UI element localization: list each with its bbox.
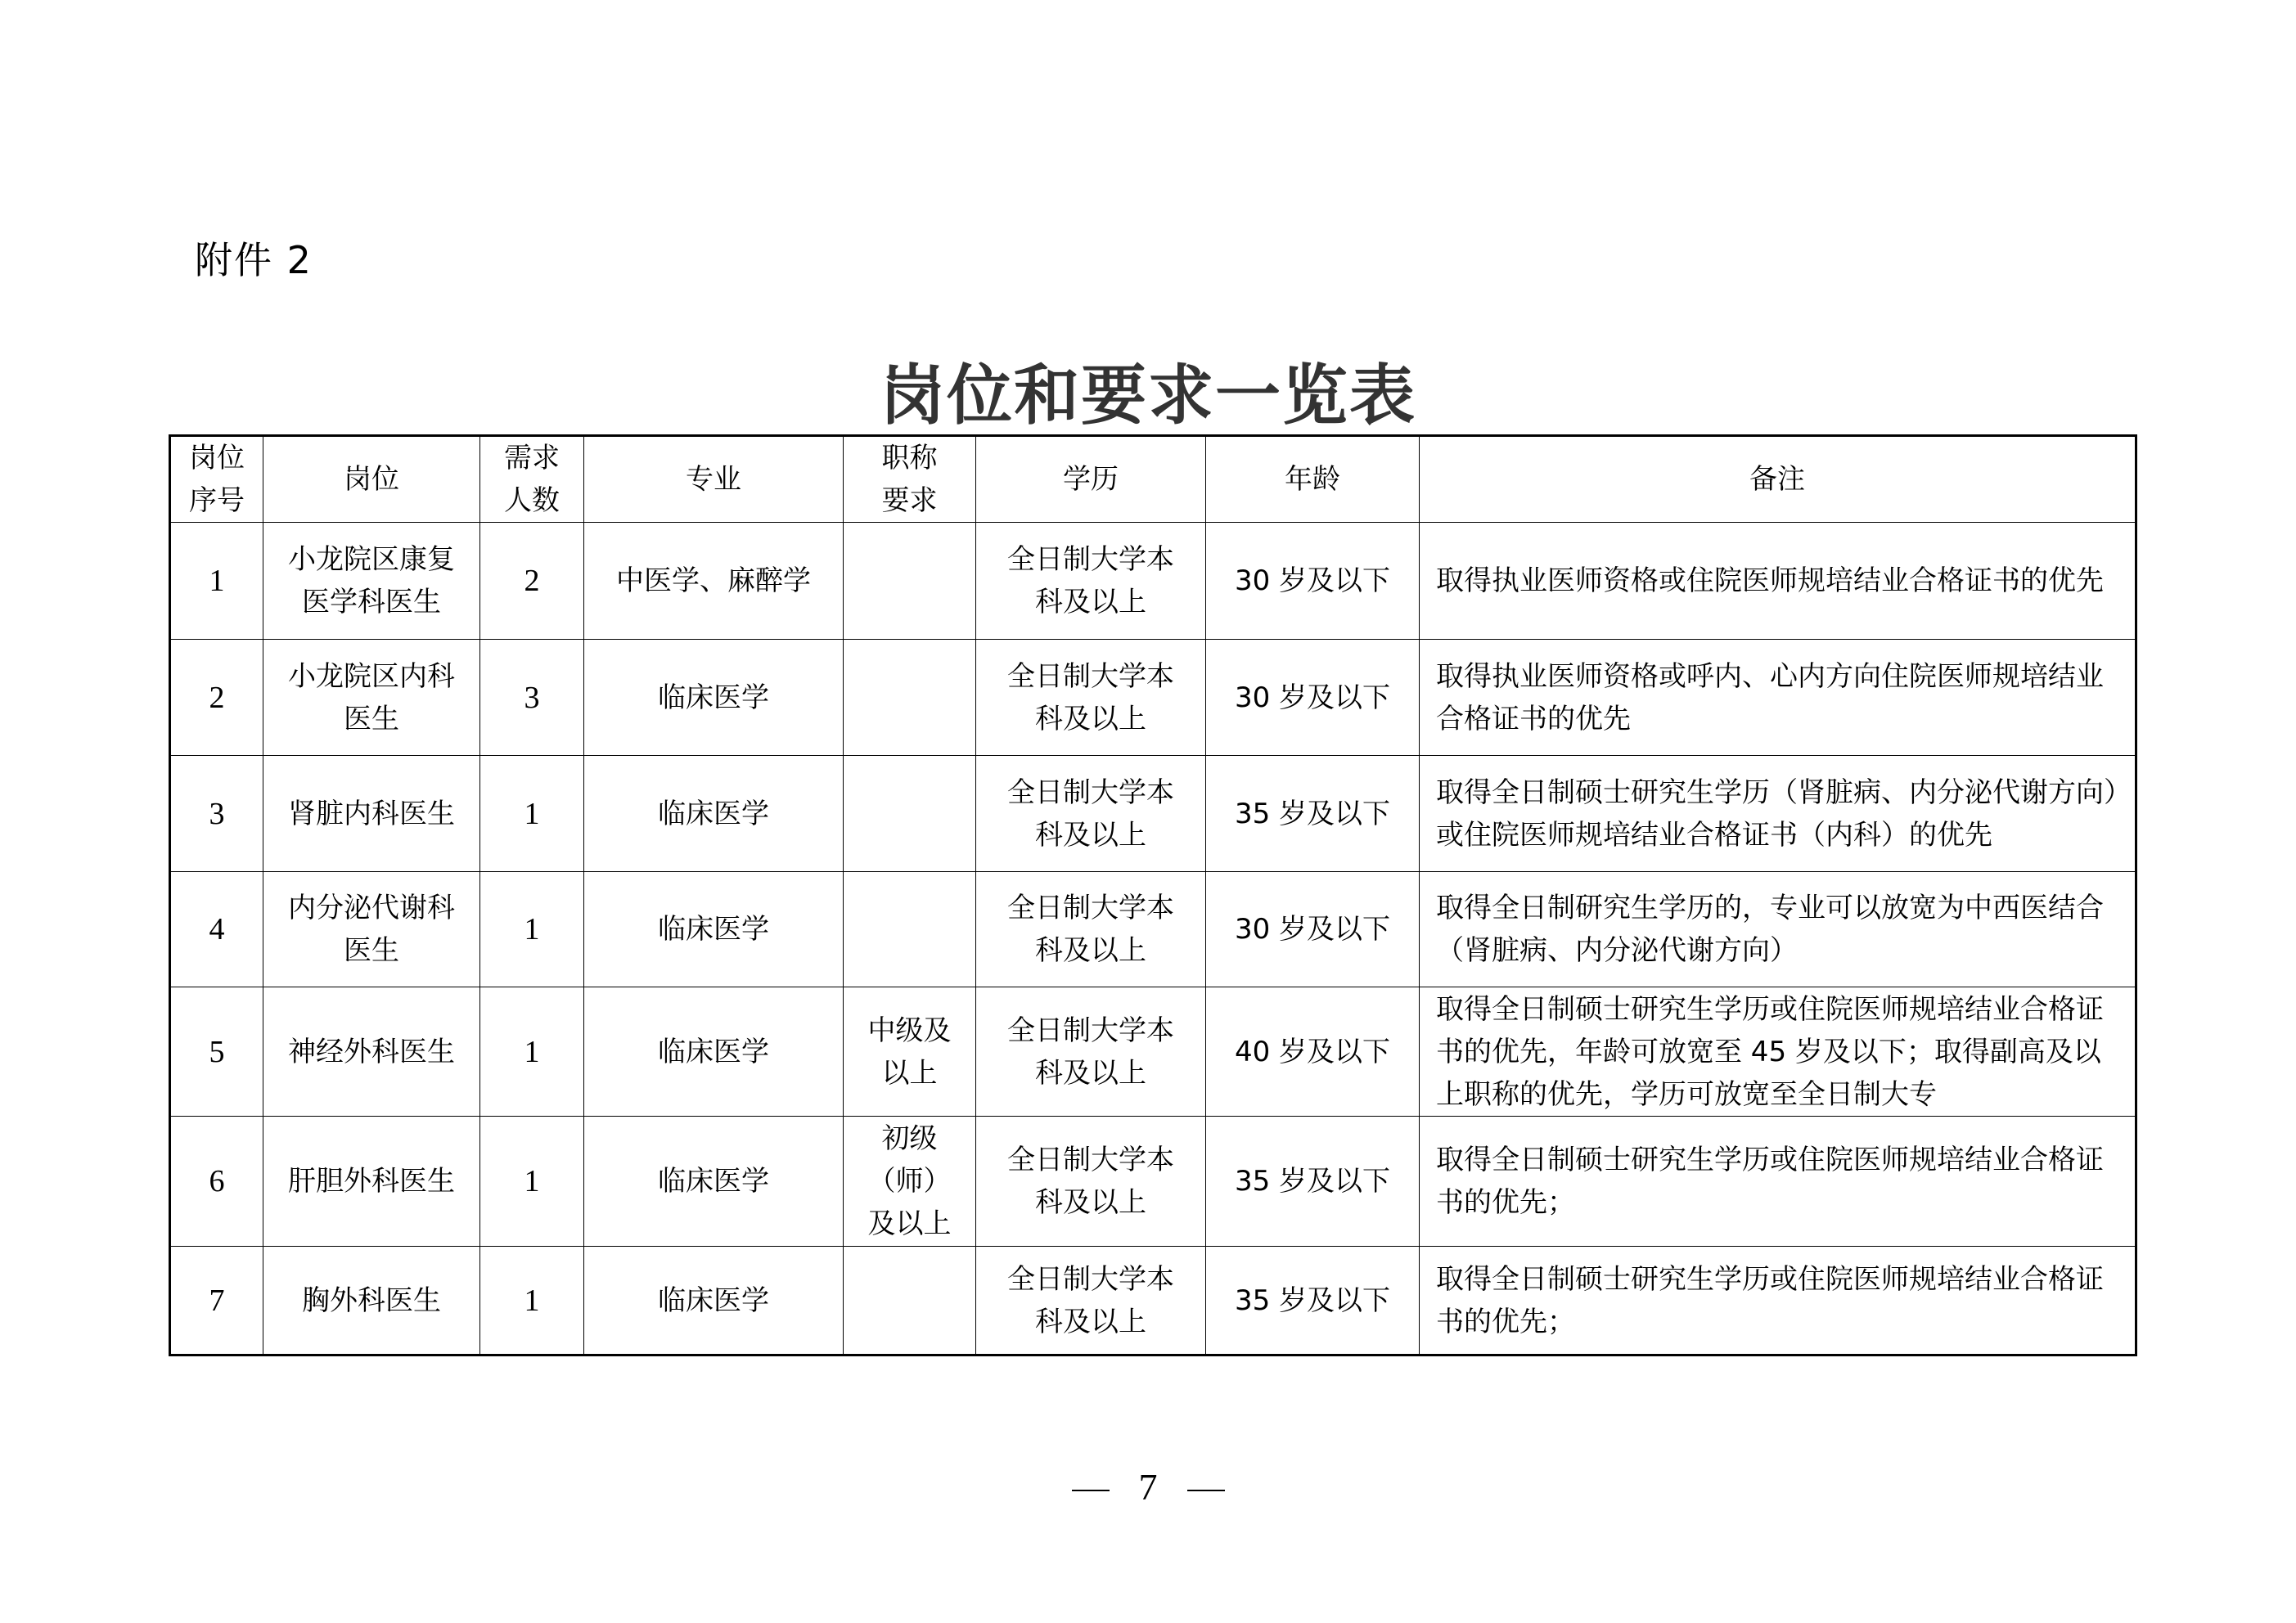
page-number xyxy=(0,1463,2296,1512)
cell-education: 全日制大学本 科及以上 xyxy=(976,640,1206,756)
page-number-value: 7 xyxy=(1138,1466,1158,1508)
document-title xyxy=(0,350,2296,440)
cell-education: 全日制大学本 科及以上 xyxy=(976,523,1206,640)
col-header-education: 学历 xyxy=(976,436,1206,523)
cell-position: 小龙院区内科 医生 xyxy=(263,640,480,756)
cell-age: 35 岁及以下 xyxy=(1206,1117,1420,1247)
cell-education: 全日制大学本 科及以上 xyxy=(976,1117,1206,1247)
cell-position: 小龙院区康复 医学科医生 xyxy=(263,523,480,640)
cell-remark: 取得全日制硕士研究生学历（肾脏病、内分泌代谢方向）或住院医师规培结业合格证书（内科）的优先 xyxy=(1420,756,2136,872)
cell-age: 30 岁及以下 xyxy=(1206,872,1420,987)
cell-education: 全日制大学本 科及以上 xyxy=(976,987,1206,1117)
cell-seq: 6 xyxy=(170,1117,263,1247)
col-header-major: 专业 xyxy=(584,436,844,523)
cell-title-req xyxy=(844,640,976,756)
cell-headcount: 2 xyxy=(480,523,584,640)
cell-age: 35 岁及以下 xyxy=(1206,1247,1420,1355)
cell-headcount: 1 xyxy=(480,1117,584,1247)
cell-seq: 3 xyxy=(170,756,263,872)
cell-major: 临床医学 xyxy=(584,872,844,987)
cell-title-req xyxy=(844,756,976,872)
cell-education: 全日制大学本 科及以上 xyxy=(976,1247,1206,1355)
cell-major: 临床医学 xyxy=(584,987,844,1117)
cell-title-req xyxy=(844,1247,976,1355)
cell-title-req: 中级及 以上 xyxy=(844,987,976,1117)
cell-headcount: 1 xyxy=(480,1247,584,1355)
cell-age: 30 岁及以下 xyxy=(1206,640,1420,756)
cell-position: 肝胆外科医生 xyxy=(263,1117,480,1247)
cell-major: 临床医学 xyxy=(584,1247,844,1355)
table-header-row xyxy=(170,436,2136,523)
cell-remark: 取得全日制硕士研究生学历或住院医师规培结业合格证书的优先，年龄可放宽至 45 岁及以下；取得副高及以上职称的优先，学历可放宽至全日制大专 xyxy=(1420,987,2136,1117)
cell-remark: 取得全日制硕士研究生学历或住院医师规培结业合格证书的优先； xyxy=(1420,1117,2136,1247)
cell-major: 临床医学 xyxy=(584,756,844,872)
cell-seq: 2 xyxy=(170,640,263,756)
table-row xyxy=(170,523,2136,640)
cell-position: 肾脏内科医生 xyxy=(263,756,480,872)
cell-title-req xyxy=(844,523,976,640)
cell-headcount: 1 xyxy=(480,872,584,987)
col-header-seq: 岗位 序号 xyxy=(170,436,263,523)
cell-position: 神经外科医生 xyxy=(263,987,480,1117)
col-header-age: 年龄 xyxy=(1206,436,1420,523)
cell-seq: 5 xyxy=(170,987,263,1117)
cell-age: 40 岁及以下 xyxy=(1206,987,1420,1117)
page-dash-right xyxy=(1187,1490,1225,1491)
cell-seq: 1 xyxy=(170,523,263,640)
col-header-headcount: 需求 人数 xyxy=(480,436,584,523)
cell-major: 中医学、麻醉学 xyxy=(584,523,844,640)
cell-seq: 4 xyxy=(170,872,263,987)
cell-major: 临床医学 xyxy=(584,640,844,756)
table-row xyxy=(170,987,2136,1117)
cell-remark: 取得执业医师资格或住院医师规培结业合格证书的优先 xyxy=(1420,523,2136,640)
table-row xyxy=(170,872,2136,987)
positions-table xyxy=(169,434,2137,1356)
table-row xyxy=(170,1117,2136,1247)
cell-remark: 取得执业医师资格或呼内、心内方向住院医师规培结业合格证书的优先 xyxy=(1420,640,2136,756)
cell-age: 35 岁及以下 xyxy=(1206,756,1420,872)
cell-position: 胸外科医生 xyxy=(263,1247,480,1355)
cell-headcount: 1 xyxy=(480,756,584,872)
table-row xyxy=(170,756,2136,872)
cell-headcount: 1 xyxy=(480,987,584,1117)
cell-age: 30 岁及以下 xyxy=(1206,523,1420,640)
cell-remark: 取得全日制研究生学历的，专业可以放宽为中西医结合（肾脏病、内分泌代谢方向） xyxy=(1420,872,2136,987)
cell-title-req xyxy=(844,872,976,987)
cell-seq: 7 xyxy=(170,1247,263,1355)
cell-headcount: 3 xyxy=(480,640,584,756)
document-title-text: 岗位和要求一览表 xyxy=(880,357,1416,434)
cell-major: 临床医学 xyxy=(584,1117,844,1247)
col-header-remark: 备注 xyxy=(1420,436,2136,523)
attachment-label: 附件 2 xyxy=(195,238,313,282)
cell-education: 全日制大学本 科及以上 xyxy=(976,872,1206,987)
col-header-title-req: 职称 要求 xyxy=(844,436,976,523)
col-header-position: 岗位 xyxy=(263,436,480,523)
page-dash-left xyxy=(1072,1490,1110,1491)
cell-position: 内分泌代谢科 医生 xyxy=(263,872,480,987)
cell-title-req: 初级 （师） 及以上 xyxy=(844,1117,976,1247)
table-row xyxy=(170,1247,2136,1355)
table-row xyxy=(170,640,2136,756)
cell-education: 全日制大学本 科及以上 xyxy=(976,756,1206,872)
cell-remark: 取得全日制硕士研究生学历或住院医师规培结业合格证书的优先； xyxy=(1420,1247,2136,1355)
